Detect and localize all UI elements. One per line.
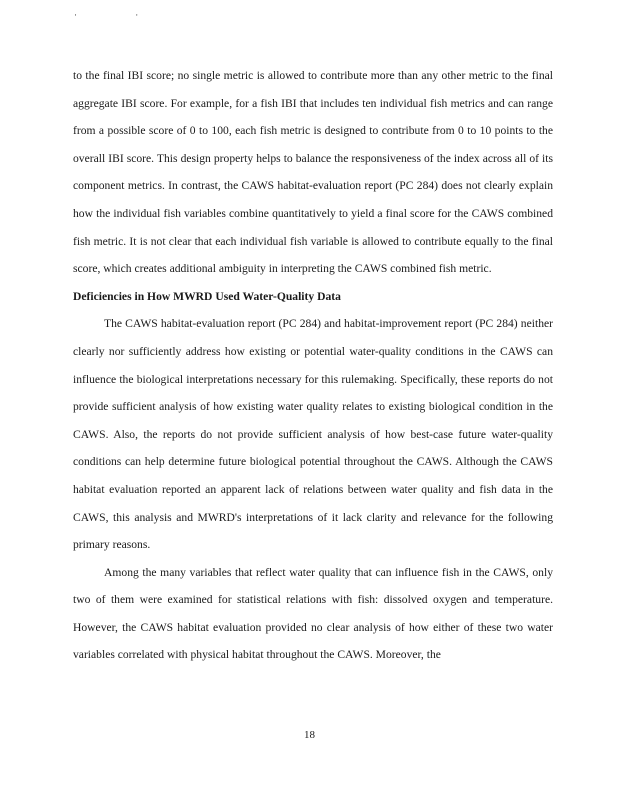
body-text bbox=[73, 62, 553, 669]
paragraph-water-quality-reports: The CAWS habitat-evaluation report (PC 284) and habitat-improvement report (PC 284) neither clearly nor sufficiently address how existing or potential water-quality conditions in the CAWS can influence the biological interpretations necessary for this rulemaking. Specifically, these reports do not provide sufficient analysis of how existing water quality relates to existing biological condition in the CAWS. Also, the reports do not provide sufficient analysis of how best-case future water-quality conditions can help determine future biological potential throughout the CAWS. Although the CAWS habitat evaluation reported an apparent lack of relations between water quality and fish data in the CAWS, this analysis and MWRD's interpretations of it lack clarity and relevance for the following primary reasons. bbox=[73, 317, 553, 552]
section-heading: Deficiencies in How MWRD Used Water-Quality Data bbox=[73, 289, 341, 303]
page-number: 18 bbox=[304, 729, 315, 741]
scan-marks: · · bbox=[74, 10, 167, 20]
paragraph-ibi-scoring: to the final IBI score; no single metric is allowed to contribute more than any other metric to the final aggregate IBI score. For example, for a fish IBI that includes ten individual fish metrics and can range from a possible score of 0 to 100, each fish metric is designed to contribute from 0 to 10 points to the overall IBI score. This design property helps to balance the responsiveness of the index across all of its component metrics. In contrast, the CAWS habitat-evaluation report (PC 284) does not clearly explain how the individual fish variables combine quantitatively to yield a final score for the CAWS combined fish metric. It is not clear that each individual fish variable is allowed to contribute equally to the final score, which creates additional ambiguity in interpreting the CAWS combined fish metric. bbox=[73, 69, 553, 276]
paragraph-water-quality-variables: Among the many variables that reflect water quality that can influence fish in the CAWS, only two of them were examined for statistical relations with fish: dissolved oxygen and temperature. However, the CAWS habitat evaluation provided no clear analysis of how either of these two water variables correlated with physical habitat throughout the CAWS. Moreover, the bbox=[73, 565, 553, 662]
